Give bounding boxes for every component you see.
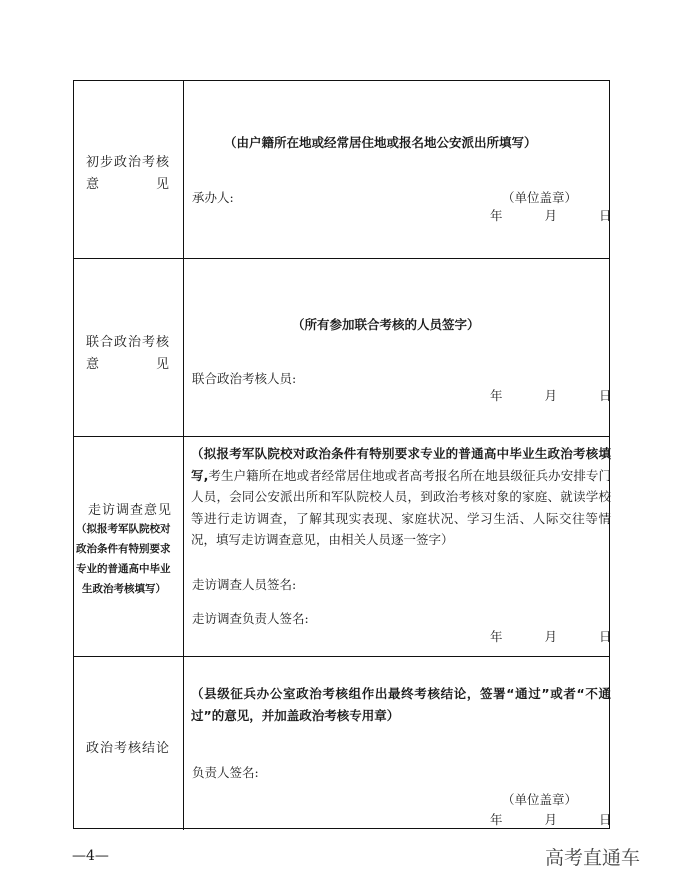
row-label: 意 见 [86, 357, 171, 372]
row-label-note: 生政治考核填写） [82, 583, 166, 595]
signer-label: 承办人: [192, 190, 234, 205]
date-day: 日 [598, 388, 612, 403]
political-review-table [73, 80, 610, 829]
date-year: 年 [490, 388, 503, 403]
date-day: 日 [598, 629, 612, 644]
table-row [74, 259, 612, 437]
row-label-cell [74, 259, 184, 436]
signer-label: 走访调查负责人签名: [192, 611, 309, 626]
signer-label: 联合政治考核人员: [192, 371, 297, 386]
row-label-cell [74, 81, 184, 258]
row-label-note: （拟报考军队院校对 [76, 523, 171, 535]
row-content-cell [184, 437, 612, 656]
row-label: 初步政治考核 [86, 155, 171, 170]
date-month: 月 [544, 208, 557, 223]
date-year: 年 [490, 812, 503, 827]
fill-instruction: （县级征兵办公室政治考核组作出最终考核结论，签署“通过”或者“不通过”的意见，并加盖政治考核专用章） [191, 686, 611, 723]
row-label-cell [74, 437, 184, 656]
fill-instruction-bold: （拟报考军队院校对政治条件有特别要求专业的普通高中毕业生政治考核填写, [191, 446, 611, 483]
row-content-cell [184, 259, 612, 436]
row-content-cell [184, 81, 612, 258]
stamp-label: （单位盖章） [502, 792, 578, 807]
row-content-cell [184, 657, 612, 830]
signer-label: 负责人签名: [192, 765, 259, 780]
row-label: 政治考核结论 [86, 741, 171, 756]
signer-label: 走访调查人员签名: [192, 577, 297, 592]
table-row [74, 81, 612, 259]
date-line [490, 206, 611, 224]
row-label-cell [74, 657, 184, 830]
date-day: 日 [598, 812, 612, 827]
date-month: 月 [544, 629, 557, 644]
date-line [490, 810, 611, 828]
date-month: 月 [544, 812, 557, 827]
watermark: 高考直通车 [545, 847, 641, 869]
row-label: 意 见 [86, 177, 171, 192]
date-year: 年 [490, 208, 503, 223]
row-label-note: 专业的普通高中毕业 [76, 563, 171, 575]
date-year: 年 [490, 629, 503, 644]
table-row [74, 437, 612, 657]
fill-instruction: （所有参加联合考核的人员签字） [292, 317, 480, 332]
row-label: 走访调查意见 [88, 503, 173, 518]
date-line [490, 386, 611, 404]
table-row [74, 657, 612, 830]
date-month: 月 [544, 388, 557, 403]
date-line [490, 627, 611, 645]
fill-instruction [191, 443, 611, 551]
fill-instruction: （由户籍所在地或经常居住地或报名地公安派出所填写） [224, 135, 537, 150]
row-label: 联合政治考核 [86, 335, 171, 350]
page-number: —4— [72, 848, 109, 864]
date-day: 日 [598, 208, 612, 223]
fill-instruction-text: 考生户籍所在地或者经常居住地或者高考报名所在地县级征兵办安排专门人员，会同公安派出所和军队院校人员，到政治考核对象的家庭、就读学校等进行走访调查，了解其现实表现、家庭状况、学习生活、人际交往等情况，填写走访调查意见，由相关人员逐一签字） [191, 467, 611, 547]
stamp-label: （单位盖章） [502, 190, 578, 205]
row-label-note: 政治条件有特别要求 [76, 543, 171, 555]
